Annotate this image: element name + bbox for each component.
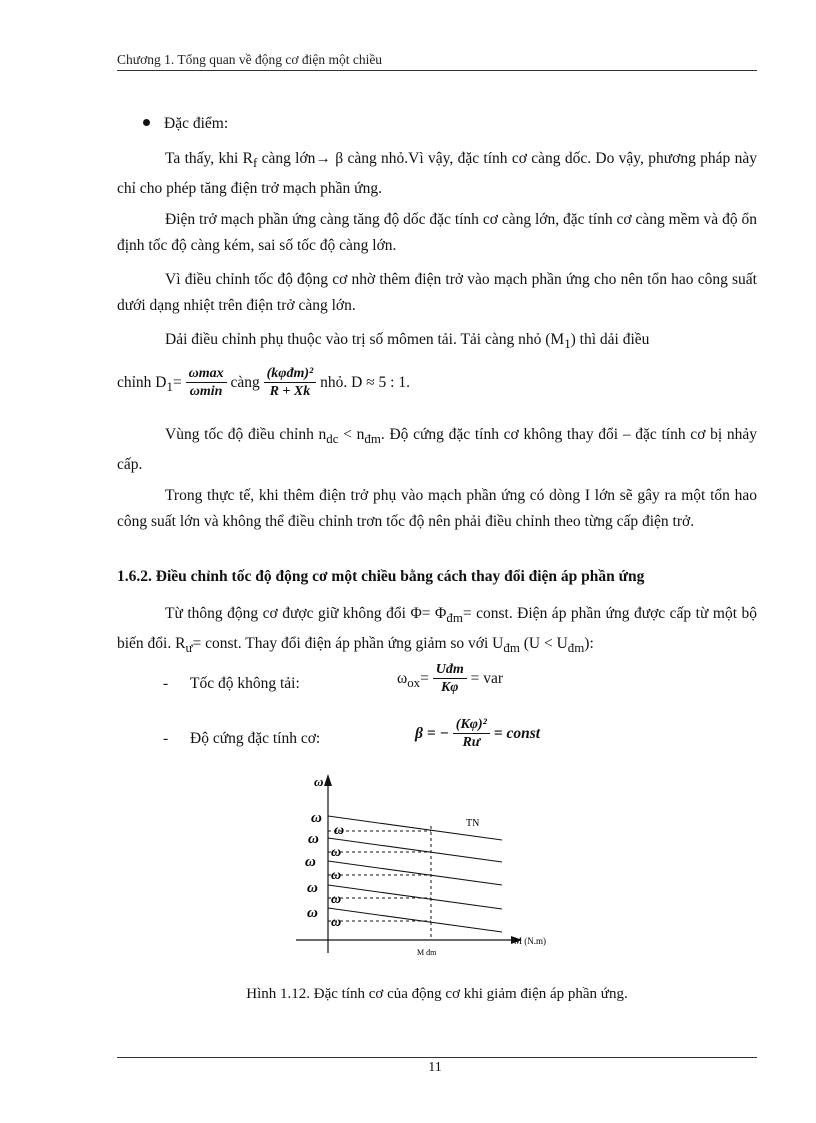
speed-torque-figure — [290, 768, 560, 968]
curve-label-3: ω — [331, 868, 342, 883]
p6-text-b: . Độ cứng đặc tính cơ không thay đổi – đặc tính cơ bị nhảy cấp. — [117, 426, 757, 474]
no-load-speed-formula — [397, 662, 503, 697]
p5-equals: = — [172, 374, 182, 391]
bullet-label: Đặc điểm: — [164, 115, 229, 132]
formula2-numerator: (Kφ)² — [453, 717, 490, 734]
y-label-2: ω — [308, 831, 319, 847]
range-fraction — [186, 366, 227, 401]
p1-text-b: càng lớn→ β càng nhỏ.Vì vậy, đặc tính cơ càng dốc. Do vậy, phương pháp này chỉ cho phép tăng điện trở mạch phần ứng. — [117, 150, 758, 198]
bullet-dot-icon — [143, 119, 150, 126]
p4-subscript: 1 — [564, 336, 571, 352]
paragraph-6 — [117, 422, 757, 478]
p6-text-a: Vùng tốc độ điều chỉnh n — [165, 426, 327, 443]
p1-subscript: f — [252, 155, 258, 171]
x-axis-label: M (N.m) — [514, 936, 546, 946]
s1-text-c: = const. Thay đổi điện áp phần ứng giảm so với U — [192, 635, 504, 653]
s1-subscript-3: đm — [503, 640, 520, 656]
formula2-denominator: Rư — [462, 735, 481, 750]
p6-text-mid: < n — [338, 426, 365, 443]
p5-text-b: nhỏ. D ≈ 5 : 1. — [320, 374, 410, 391]
natural-line-label: TN — [466, 818, 480, 829]
characteristic-line-4 — [328, 885, 502, 909]
s1-subscript-2: ư — [185, 640, 193, 656]
p6-subscript-1: dc — [326, 431, 339, 447]
p4-text-b: ) thì dải điều — [570, 331, 650, 348]
p5-subscript: 1 — [166, 379, 173, 395]
list-item-1-dash: - — [163, 675, 169, 692]
curve-label-5: ω — [331, 915, 342, 930]
section-heading: 1.6.2. Điều chỉnh tốc độ động cơ một chiều bằng cách thay đổi điện áp phần ứng — [117, 568, 645, 585]
s1-subscript-1: đm — [446, 610, 463, 626]
s1-text-a: Từ thông động cơ được giữ không đổi Φ= Φ — [165, 605, 447, 622]
p6-subscript-2: đm — [364, 431, 381, 447]
list-item-2-dash: - — [163, 730, 169, 747]
s1-text-b: = const. Điện áp phần ứng được cấp từ một bộ biến đổi. R — [117, 605, 757, 653]
paragraph-4 — [117, 327, 757, 357]
characteristic-line-3 — [328, 861, 502, 885]
list-item-2-label: Độ cứng đặc tính cơ: — [190, 730, 321, 747]
stiffness-fraction-denominator: R + Xk — [269, 383, 311, 399]
running-header: Chương 1. Tổng quan về động cơ điện một chiều — [117, 52, 383, 67]
stiffness-fraction — [264, 366, 317, 401]
formula1-lhs-subscript: ox — [407, 675, 421, 691]
rated-torque-label: M đm — [417, 948, 437, 957]
range-fraction-numerator: ωmax — [186, 366, 227, 383]
y-axis-label: ω — [314, 774, 324, 789]
header-divider — [117, 70, 757, 71]
paragraph-1 — [117, 146, 757, 202]
list-item-1-label: Tốc độ không tải: — [190, 675, 300, 692]
figure-caption: Hình 1.12. Đặc tính cơ của động cơ khi giảm điện áp phần ứng. — [246, 986, 628, 1002]
section-paragraph — [117, 601, 757, 661]
s1-text-d: (U < U — [519, 635, 568, 653]
p5-text-a: chỉnh D — [117, 374, 167, 391]
formula1-equals: = — [420, 670, 429, 688]
paragraph-3: Vì điều chỉnh tốc độ động cơ nhờ thêm điện trở vào mạch phần ứng cho nên tổn hao công suất dưới dạng nhiệt trên điện trở càng lớn. — [117, 271, 757, 314]
formula2-rhs: = const — [493, 725, 541, 743]
formula1-denominator: Kφ — [440, 680, 459, 695]
paragraph-7: Trong thực tế, khi thêm điện trở phụ vào mạch phần ứng có dòng I lớn sẽ gây ra một tổn hao công suất lớn và không thể điều chỉnh trơn tốc độ nên phải điều chỉnh theo từng cấp điện trở. — [117, 487, 757, 530]
s1-subscript-4: đm — [567, 640, 585, 656]
characteristic-line-2 — [328, 838, 502, 862]
footer-divider — [117, 1057, 757, 1058]
paragraph-5-formula-line — [117, 360, 757, 410]
p4-text-a: Dải điều chỉnh phụ thuộc vào trị số mômen tải. Tải càng nhỏ (M — [165, 331, 565, 348]
formula1-lhs: ω — [397, 670, 408, 688]
formula1-fraction — [433, 662, 467, 697]
p1-text-a: Ta thấy, khi R — [165, 150, 253, 167]
y-axis-arrow-icon — [324, 774, 332, 786]
formula2-lhs: β = − — [415, 725, 449, 743]
stiffness-formula — [415, 717, 540, 752]
formula1-rhs: = var — [470, 670, 504, 688]
page-number: 11 — [428, 1060, 442, 1075]
s1-text-e: ): — [584, 635, 594, 653]
y-label-5: ω — [307, 905, 318, 921]
formula2-fraction — [453, 717, 490, 752]
p5-text-mid: càng — [230, 374, 264, 391]
y-label-4: ω — [307, 880, 318, 896]
characteristic-line-5 — [328, 908, 502, 932]
curve-label-1: ω — [334, 823, 345, 838]
stiffness-fraction-numerator: (kφđm)² — [264, 366, 317, 383]
y-label-1: ω — [311, 810, 322, 826]
formula1-numerator: Uđm — [433, 662, 467, 679]
curve-label-4: ω — [331, 892, 342, 907]
curve-label-2: ω — [331, 845, 342, 860]
bullet-item — [143, 115, 228, 133]
y-label-3: ω — [305, 854, 316, 870]
range-fraction-denominator: ωmin — [189, 383, 223, 399]
paragraph-2: Điện trở mạch phần ứng càng tăng độ dốc đặc tính cơ càng lớn, đặc tính cơ càng mềm và độ ổn định tốc độ càng kém, sai số tốc độ càng lớn. — [117, 211, 757, 254]
